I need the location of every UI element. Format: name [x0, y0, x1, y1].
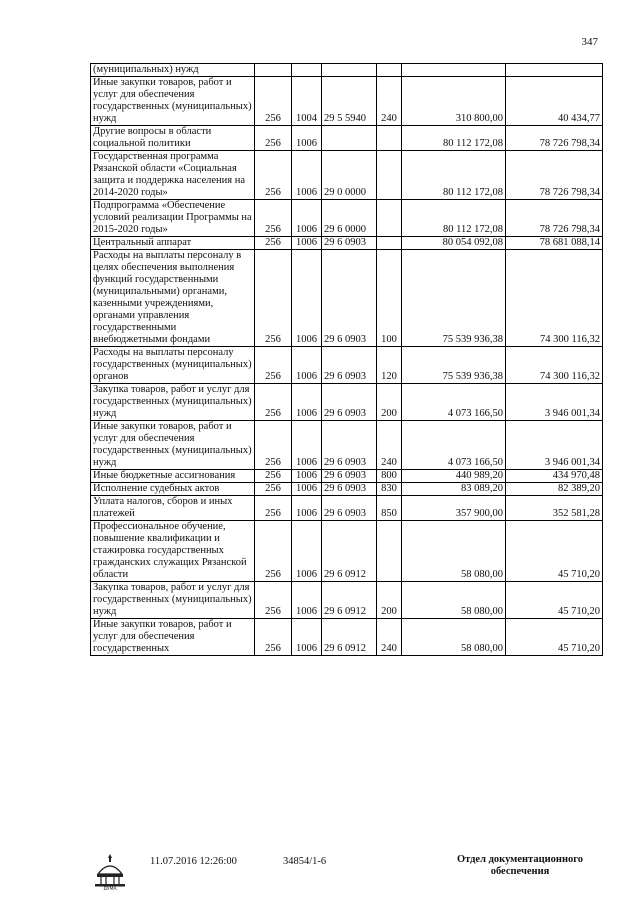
target-article-code: 29 5 5940 — [322, 77, 377, 126]
executed-amount: 82 389,20 — [506, 483, 603, 496]
section-code: 1004 — [292, 77, 322, 126]
table-row — [91, 483, 603, 496]
executed-amount: 78 681 088,14 — [506, 237, 603, 250]
admin-code: 256 — [255, 200, 292, 237]
line-item-name: Закупка товаров, работ и услуг для государственных (муниципальных) нужд — [91, 582, 255, 619]
executed-amount: 78 726 798,34 — [506, 200, 603, 237]
table-row — [91, 64, 603, 77]
admin-code — [255, 64, 292, 77]
section-code: 1006 — [292, 151, 322, 200]
table-row — [91, 250, 603, 347]
line-item-name: (муниципальных) нужд — [91, 64, 255, 77]
planned-amount: 75 539 936,38 — [402, 347, 506, 384]
executed-amount: 74 300 116,32 — [506, 250, 603, 347]
admin-code: 256 — [255, 77, 292, 126]
line-item-name: Иные закупки товаров, работ и услуг для обеспечения государственных — [91, 619, 255, 656]
executed-amount: 45 710,20 — [506, 619, 603, 656]
section-code: 1006 — [292, 250, 322, 347]
planned-amount: 4 073 166,50 — [402, 384, 506, 421]
executed-amount: 3 946 001,34 — [506, 421, 603, 470]
executed-amount: 352 581,28 — [506, 496, 603, 521]
expense-type-code — [377, 64, 402, 77]
table-row — [91, 384, 603, 421]
section-code: 1006 — [292, 496, 322, 521]
table-row — [91, 237, 603, 250]
line-item-name: Подпрограмма «Обеспечение условий реализации Программы на 2015-2020 годы» — [91, 200, 255, 237]
executed-amount: 434 970,48 — [506, 470, 603, 483]
planned-amount: 80 112 172,08 — [402, 200, 506, 237]
line-item-name: Исполнение судебных актов — [91, 483, 255, 496]
expense-type-code: 200 — [377, 384, 402, 421]
budget-table — [90, 63, 603, 656]
planned-amount: 4 073 166,50 — [402, 421, 506, 470]
budget-table-body — [91, 64, 603, 656]
footer — [0, 848, 640, 898]
admin-code: 256 — [255, 496, 292, 521]
stamp-doc-number: 34854/1-6 — [283, 856, 327, 867]
table-row — [91, 619, 603, 656]
target-article-code: 29 6 0912 — [322, 521, 377, 582]
expense-type-code — [377, 200, 402, 237]
admin-code: 256 — [255, 347, 292, 384]
section-code: 1006 — [292, 384, 322, 421]
planned-amount: 80 112 172,08 — [402, 126, 506, 151]
table-row — [91, 521, 603, 582]
planned-amount: 58 080,00 — [402, 619, 506, 656]
planned-amount: 357 900,00 — [402, 496, 506, 521]
expense-type-code: 100 — [377, 250, 402, 347]
admin-code: 256 — [255, 521, 292, 582]
admin-code: 256 — [255, 237, 292, 250]
expense-type-code — [377, 237, 402, 250]
planned-amount: 75 539 936,38 — [402, 250, 506, 347]
page-number: 347 — [581, 36, 598, 48]
section-code: 1006 — [292, 470, 322, 483]
section-code: 1006 — [292, 582, 322, 619]
section-code: 1006 — [292, 347, 322, 384]
section-code: 1006 — [292, 421, 322, 470]
line-item-name: Центральный аппарат — [91, 237, 255, 250]
executed-amount: 45 710,20 — [506, 582, 603, 619]
planned-amount: 58 080,00 — [402, 582, 506, 619]
planned-amount: 440 989,20 — [402, 470, 506, 483]
line-item-name: Иные бюджетные ассигнования — [91, 470, 255, 483]
admin-code: 256 — [255, 151, 292, 200]
table-row — [91, 582, 603, 619]
target-article-code: 29 6 0903 — [322, 483, 377, 496]
admin-code: 256 — [255, 421, 292, 470]
target-article-code — [322, 126, 377, 151]
section-code: 1006 — [292, 200, 322, 237]
executed-amount: 45 710,20 — [506, 521, 603, 582]
target-article-code: 29 6 0000 — [322, 200, 377, 237]
executed-amount: 78 726 798,34 — [506, 126, 603, 151]
target-article-code: 29 6 0903 — [322, 250, 377, 347]
line-item-name: Закупка товаров, работ и услуг для государственных (муниципальных) нужд — [91, 384, 255, 421]
expense-type-code: 850 — [377, 496, 402, 521]
expense-type-code: 830 — [377, 483, 402, 496]
admin-code: 256 — [255, 619, 292, 656]
planned-amount: 80 054 092,08 — [402, 237, 506, 250]
section-code: 1006 — [292, 483, 322, 496]
table-row — [91, 77, 603, 126]
target-article-code: 29 0 0000 — [322, 151, 377, 200]
admin-code: 256 — [255, 250, 292, 347]
logo-text: ДУМА — [103, 887, 117, 890]
admin-code: 256 — [255, 483, 292, 496]
planned-amount — [402, 64, 506, 77]
line-item-name: Уплата налогов, сборов и иных платежей — [91, 496, 255, 521]
planned-amount: 58 080,00 — [402, 521, 506, 582]
section-code: 1006 — [292, 126, 322, 151]
executed-amount: 40 434,77 — [506, 77, 603, 126]
expense-type-code: 240 — [377, 421, 402, 470]
target-article-code — [322, 64, 377, 77]
admin-code: 256 — [255, 470, 292, 483]
admin-code: 256 — [255, 384, 292, 421]
section-code: 1006 — [292, 521, 322, 582]
expense-type-code — [377, 126, 402, 151]
department-stamp: Отдел документационного обеспечения — [456, 854, 584, 877]
line-item-name: Иные закупки товаров, работ и услуг для обеспечения государственных (муниципальных) нужд — [91, 77, 255, 126]
expense-type-code — [377, 521, 402, 582]
planned-amount: 83 089,20 — [402, 483, 506, 496]
section-code: 1006 — [292, 237, 322, 250]
section-code — [292, 64, 322, 77]
line-item-name: Профессиональное обучение, повышение квалификации и стажировка государственных гражданских служащих Рязанской области — [91, 521, 255, 582]
expense-type-code: 800 — [377, 470, 402, 483]
executed-amount: 78 726 798,34 — [506, 151, 603, 200]
section-code: 1006 — [292, 619, 322, 656]
line-item-name: Расходы на выплаты персоналу государственных (муниципальных) органов — [91, 347, 255, 384]
target-article-code: 29 6 0912 — [322, 582, 377, 619]
executed-amount: 3 946 001,34 — [506, 384, 603, 421]
admin-code: 256 — [255, 582, 292, 619]
planned-amount: 80 112 172,08 — [402, 151, 506, 200]
stamp-datetime: 11.07.2016 12:26:00 — [150, 856, 237, 867]
duma-logo-icon — [92, 852, 128, 890]
table-row — [91, 496, 603, 521]
table-row — [91, 200, 603, 237]
expense-type-code: 240 — [377, 619, 402, 656]
table-row — [91, 347, 603, 384]
expense-type-code: 120 — [377, 347, 402, 384]
target-article-code: 29 6 0903 — [322, 384, 377, 421]
executed-amount — [506, 64, 603, 77]
table-row — [91, 126, 603, 151]
table-row — [91, 421, 603, 470]
target-article-code: 29 6 0903 — [322, 237, 377, 250]
expense-type-code: 200 — [377, 582, 402, 619]
target-article-code: 29 6 0912 — [322, 619, 377, 656]
table-row — [91, 470, 603, 483]
line-item-name: Другие вопросы в области социальной политики — [91, 126, 255, 151]
planned-amount: 310 800,00 — [402, 77, 506, 126]
table-row — [91, 151, 603, 200]
line-item-name: Иные закупки товаров, работ и услуг для обеспечения государственных (муниципальных) нужд — [91, 421, 255, 470]
expense-type-code — [377, 151, 402, 200]
target-article-code: 29 6 0903 — [322, 347, 377, 384]
target-article-code: 29 6 0903 — [322, 470, 377, 483]
line-item-name: Государственная программа Рязанской области «Социальная защита и поддержка населения на 2014-2020 годы» — [91, 151, 255, 200]
target-article-code: 29 6 0903 — [322, 421, 377, 470]
target-article-code: 29 6 0903 — [322, 496, 377, 521]
executed-amount: 74 300 116,32 — [506, 347, 603, 384]
expense-type-code: 240 — [377, 77, 402, 126]
admin-code: 256 — [255, 126, 292, 151]
line-item-name: Расходы на выплаты персоналу в целях обеспечения выполнения функций государственными (муниципальными) органами, казенными учреждениями, органами управления государственными внебюджетными фондами — [91, 250, 255, 347]
